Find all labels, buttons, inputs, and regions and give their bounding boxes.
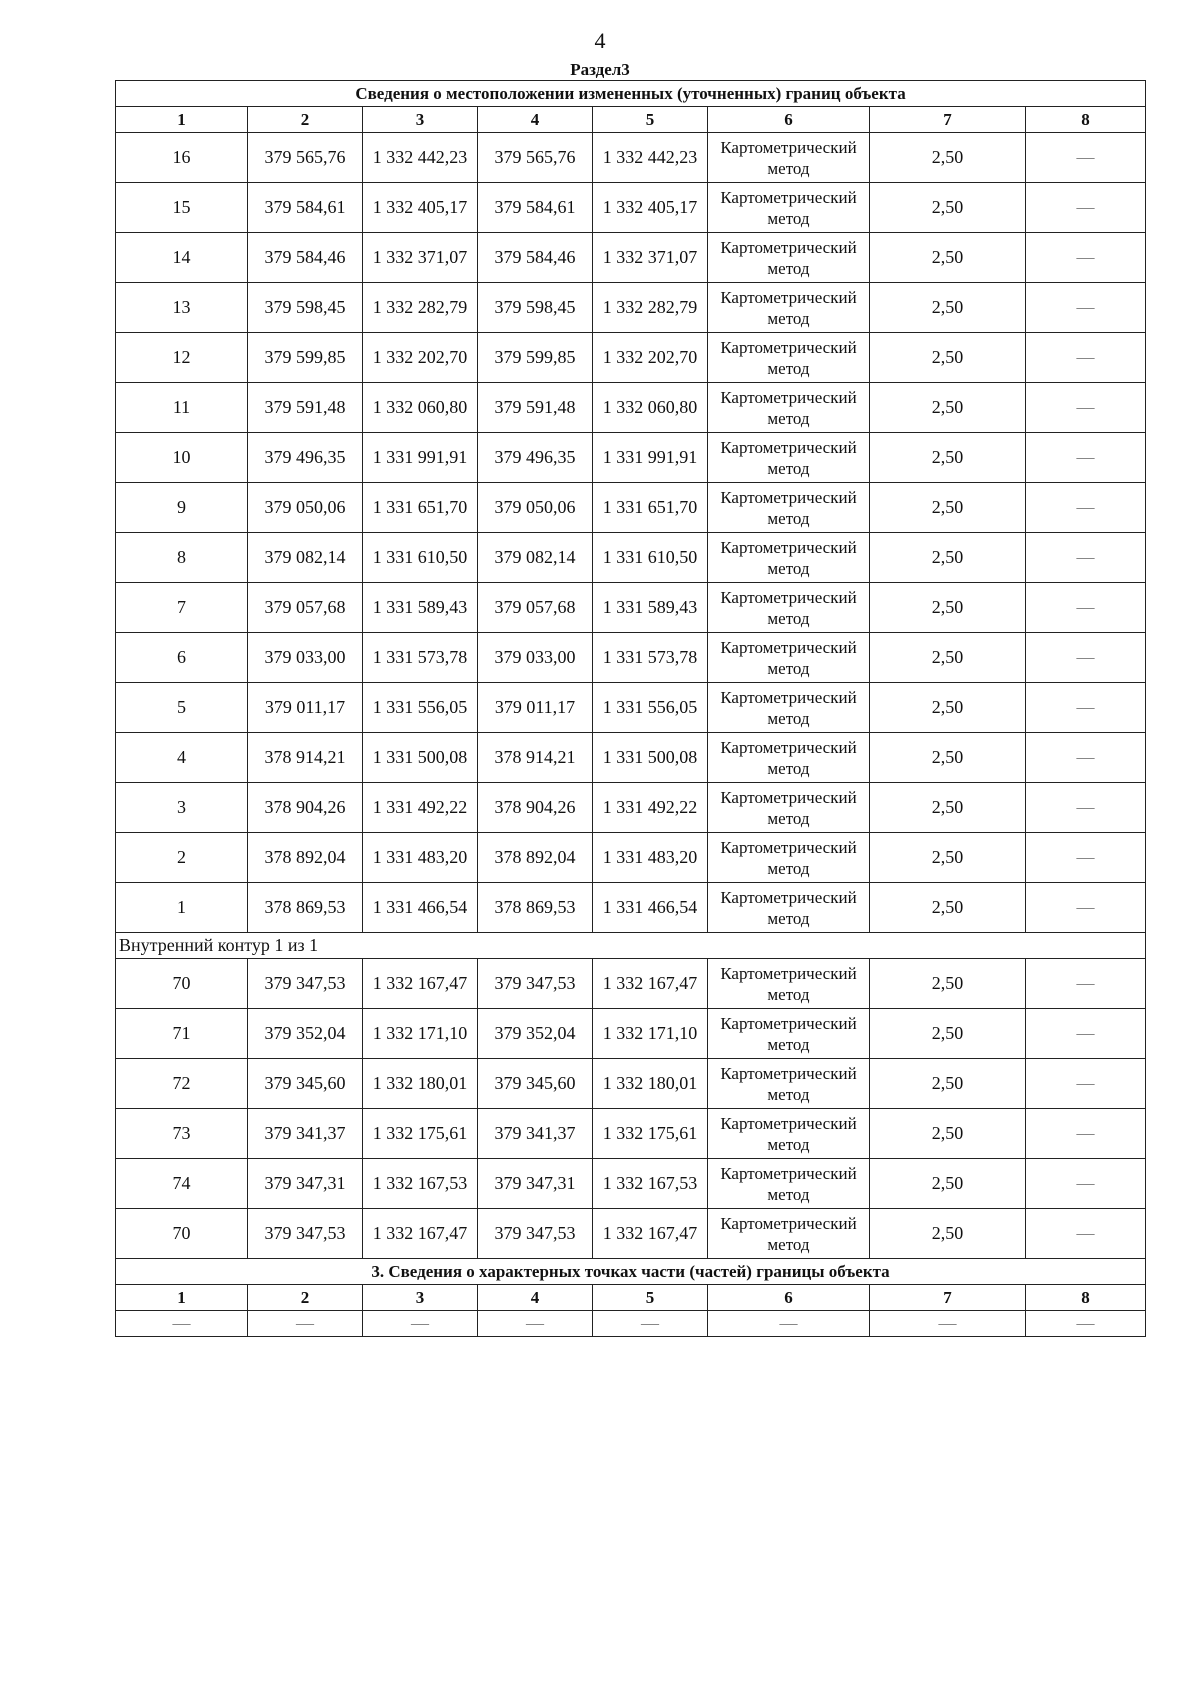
table-cell: 2,50 <box>870 433 1026 483</box>
method-cell: Картометрический метод <box>708 783 870 833</box>
table-cell: 1 <box>116 883 248 933</box>
table-row <box>116 433 1146 483</box>
table-cell: 379 341,37 <box>478 1109 593 1159</box>
table-cell: 2,50 <box>870 583 1026 633</box>
table-cell: 1 331 651,70 <box>593 483 708 533</box>
table-cell: 2,50 <box>870 733 1026 783</box>
dash-cell: — <box>1026 783 1146 833</box>
table-cell: 2,50 <box>870 333 1026 383</box>
table-row <box>116 233 1146 283</box>
method-cell: Картометрический метод <box>708 383 870 433</box>
method-cell: Картометрический метод <box>708 583 870 633</box>
table-cell: 378 869,53 <box>478 883 593 933</box>
table-cell: 379 345,60 <box>478 1059 593 1109</box>
table-cell: 7 <box>116 583 248 633</box>
page-number: 4 <box>594 28 606 53</box>
table-cell: 379 347,31 <box>248 1159 363 1209</box>
table-row <box>116 1209 1146 1259</box>
table-cell: 379 347,53 <box>478 1209 593 1259</box>
dash-cell: — <box>478 1311 593 1337</box>
table-cell: 379 033,00 <box>478 633 593 683</box>
section3-caption-row <box>116 1259 1146 1285</box>
column-header-row <box>116 107 1146 133</box>
table-cell: 379 050,06 <box>478 483 593 533</box>
method-cell: Картометрический метод <box>708 1159 870 1209</box>
table-cell: 379 011,17 <box>478 683 593 733</box>
table-row <box>116 583 1146 633</box>
table-cell: 378 869,53 <box>248 883 363 933</box>
dash-cell: — <box>1026 1159 1146 1209</box>
table-row <box>116 683 1146 733</box>
table-cell: 2,50 <box>870 1209 1026 1259</box>
table-cell: 2,50 <box>870 1009 1026 1059</box>
table-cell: 1 332 060,80 <box>363 383 478 433</box>
table-cell: 378 914,21 <box>478 733 593 783</box>
column-header: 1 <box>116 1285 248 1311</box>
table-cell: 1 332 371,07 <box>363 233 478 283</box>
table-row <box>116 183 1146 233</box>
table-cell: 4 <box>116 733 248 783</box>
dash-cell: — <box>116 1311 248 1337</box>
table-cell: 379 584,61 <box>248 183 363 233</box>
table-cell: 379 050,06 <box>248 483 363 533</box>
table-cell: 1 332 171,10 <box>593 1009 708 1059</box>
dash-cell: — <box>1026 633 1146 683</box>
table-cell: 379 496,35 <box>478 433 593 483</box>
table-row <box>116 833 1146 883</box>
table-cell: 379 341,37 <box>248 1109 363 1159</box>
dash-cell: — <box>1026 1209 1146 1259</box>
table-cell: 379 347,31 <box>478 1159 593 1209</box>
table-cell: 1 332 060,80 <box>593 383 708 433</box>
table-cell: 1 331 483,20 <box>593 833 708 883</box>
table-cell: 1 331 466,54 <box>593 883 708 933</box>
table-cell: 70 <box>116 959 248 1009</box>
dash-cell: — <box>363 1311 478 1337</box>
table-row <box>116 1109 1146 1159</box>
table-cell: 1 331 556,05 <box>593 683 708 733</box>
method-cell: Картометрический метод <box>708 633 870 683</box>
dash-cell: — <box>1026 733 1146 783</box>
table-cell: 379 565,76 <box>248 133 363 183</box>
column-header: 3 <box>363 1285 478 1311</box>
table-cell: 10 <box>116 433 248 483</box>
method-cell: Картометрический метод <box>708 833 870 883</box>
table-cell: 379 345,60 <box>248 1059 363 1109</box>
column-header: 1 <box>116 107 248 133</box>
table-row <box>116 333 1146 383</box>
table-cell: 378 892,04 <box>478 833 593 883</box>
dash-cell: — <box>1026 1059 1146 1109</box>
table-row <box>116 133 1146 183</box>
table-cell: 3 <box>116 783 248 833</box>
table-cell: 1 332 167,47 <box>363 959 478 1009</box>
table-row <box>116 1009 1146 1059</box>
table-row <box>116 783 1146 833</box>
section3-empty-row <box>116 1311 1146 1337</box>
section3-caption: 3. Сведения о характерных точках части (частей) границы объекта <box>116 1259 1146 1285</box>
table-cell: 1 332 175,61 <box>593 1109 708 1159</box>
method-cell: Картометрический метод <box>708 959 870 1009</box>
table-cell: 2,50 <box>870 483 1026 533</box>
table-row <box>116 533 1146 583</box>
table-row <box>116 483 1146 533</box>
dash-cell: — <box>1026 1109 1146 1159</box>
table-cell: 379 347,53 <box>248 1209 363 1259</box>
table-row <box>116 959 1146 1009</box>
table-cell: 379 584,61 <box>478 183 593 233</box>
table-row <box>116 633 1146 683</box>
column-header: 8 <box>1026 107 1146 133</box>
table-cell: 12 <box>116 333 248 383</box>
column-header: 4 <box>478 1285 593 1311</box>
table-cell: 2,50 <box>870 833 1026 883</box>
table-cell: 378 892,04 <box>248 833 363 883</box>
table-cell: 1 332 167,47 <box>593 959 708 1009</box>
table-cell: 1 331 610,50 <box>593 533 708 583</box>
table-cell: 2,50 <box>870 783 1026 833</box>
table-cell: 1 332 171,10 <box>363 1009 478 1059</box>
table-cell: 2,50 <box>870 883 1026 933</box>
table-cell: 1 331 500,08 <box>593 733 708 783</box>
table-cell: 1 331 573,78 <box>593 633 708 683</box>
table-row <box>116 283 1146 333</box>
table-cell: 2,50 <box>870 959 1026 1009</box>
table-cell: 1 331 610,50 <box>363 533 478 583</box>
table-cell: 379 496,35 <box>248 433 363 483</box>
table-cell: 379 599,85 <box>248 333 363 383</box>
dash-cell: — <box>1026 583 1146 633</box>
table-cell: 379 591,48 <box>478 383 593 433</box>
table-cell: 2,50 <box>870 283 1026 333</box>
table-cell: 2,50 <box>870 533 1026 583</box>
table-cell: 15 <box>116 183 248 233</box>
dash-cell: — <box>1026 533 1146 583</box>
table-caption-row <box>116 81 1146 107</box>
method-cell: Картометрический метод <box>708 1009 870 1059</box>
table-cell: 13 <box>116 283 248 333</box>
table-cell: 1 332 405,17 <box>363 183 478 233</box>
table-cell: 71 <box>116 1009 248 1059</box>
column-header: 4 <box>478 107 593 133</box>
method-cell: Картометрический метод <box>708 883 870 933</box>
table-cell: 379 347,53 <box>248 959 363 1009</box>
table-cell: 1 331 651,70 <box>363 483 478 533</box>
table-cell: 14 <box>116 233 248 283</box>
table-cell: 1 332 442,23 <box>363 133 478 183</box>
table-cell: 1 331 466,54 <box>363 883 478 933</box>
table-cell: 1 332 282,79 <box>593 283 708 333</box>
method-cell: Картометрический метод <box>708 283 870 333</box>
inner-contour-row <box>116 933 1146 959</box>
column-header: 5 <box>593 1285 708 1311</box>
table-cell: 2,50 <box>870 183 1026 233</box>
table-cell: 379 584,46 <box>248 233 363 283</box>
table-cell: 2,50 <box>870 1109 1026 1159</box>
dash-cell: — <box>1026 283 1146 333</box>
table-cell: 379 591,48 <box>248 383 363 433</box>
table-cell: 2,50 <box>870 633 1026 683</box>
method-cell: Картометрический метод <box>708 133 870 183</box>
table-cell: 8 <box>116 533 248 583</box>
table-cell: 1 331 556,05 <box>363 683 478 733</box>
dash-cell: — <box>593 1311 708 1337</box>
dash-cell: — <box>1026 183 1146 233</box>
table-cell: 1 332 282,79 <box>363 283 478 333</box>
table-cell: 2 <box>116 833 248 883</box>
table-cell: 2,50 <box>870 383 1026 433</box>
dash-cell: — <box>1026 833 1146 883</box>
table-cell: 74 <box>116 1159 248 1209</box>
table-cell: 2,50 <box>870 1059 1026 1109</box>
table-cell: 70 <box>116 1209 248 1259</box>
method-cell: Картометрический метод <box>708 1059 870 1109</box>
dash-cell: — <box>248 1311 363 1337</box>
table-cell: 11 <box>116 383 248 433</box>
dash-cell: — <box>1026 383 1146 433</box>
table-cell: 5 <box>116 683 248 733</box>
table-cell: 1 332 167,53 <box>593 1159 708 1209</box>
table-cell: 1 331 589,43 <box>363 583 478 633</box>
table-cell: 1 332 167,47 <box>363 1209 478 1259</box>
section3-column-header-row <box>116 1285 1146 1311</box>
table-cell: 1 332 180,01 <box>593 1059 708 1109</box>
dash-cell: — <box>1026 683 1146 733</box>
method-cell: Картометрический метод <box>708 183 870 233</box>
table-cell: 2,50 <box>870 683 1026 733</box>
table-cell: 1 331 492,22 <box>363 783 478 833</box>
dash-cell: — <box>1026 233 1146 283</box>
table-cell: 2,50 <box>870 133 1026 183</box>
dash-cell: — <box>1026 883 1146 933</box>
method-cell: Картометрический метод <box>708 533 870 583</box>
column-header: 7 <box>870 107 1026 133</box>
table-cell: 1 332 371,07 <box>593 233 708 283</box>
method-cell: Картометрический метод <box>708 233 870 283</box>
table-cell: 378 914,21 <box>248 733 363 783</box>
table-cell: 1 332 167,47 <box>593 1209 708 1259</box>
table-cell: 1 331 991,91 <box>593 433 708 483</box>
column-header: 7 <box>870 1285 1026 1311</box>
method-cell: Картометрический метод <box>708 483 870 533</box>
table-cell: 2,50 <box>870 233 1026 283</box>
table-cell: 9 <box>116 483 248 533</box>
table-cell: 1 331 492,22 <box>593 783 708 833</box>
table-cell: 1 332 202,70 <box>363 333 478 383</box>
table-cell: 2,50 <box>870 1159 1026 1209</box>
table-cell: 379 598,45 <box>248 283 363 333</box>
inner-contour-label: Внутренний контур 1 из 1 <box>116 933 1146 959</box>
table-cell: 379 082,14 <box>478 533 593 583</box>
column-header: 8 <box>1026 1285 1146 1311</box>
column-header: 6 <box>708 1285 870 1311</box>
table-cell: 379 033,00 <box>248 633 363 683</box>
table-cell: 1 332 405,17 <box>593 183 708 233</box>
column-header: 2 <box>248 1285 363 1311</box>
table-cell: 379 352,04 <box>478 1009 593 1059</box>
dash-cell: — <box>1026 133 1146 183</box>
table-cell: 379 584,46 <box>478 233 593 283</box>
table-cell: 379 057,68 <box>248 583 363 633</box>
table-cell: 378 904,26 <box>248 783 363 833</box>
table-cell: 1 331 483,20 <box>363 833 478 883</box>
table-cell: 16 <box>116 133 248 183</box>
dash-cell: — <box>1026 433 1146 483</box>
table-cell: 379 082,14 <box>248 533 363 583</box>
method-cell: Картометрический метод <box>708 333 870 383</box>
table-cell: 379 352,04 <box>248 1009 363 1059</box>
table-cell: 379 011,17 <box>248 683 363 733</box>
table-cell: 379 057,68 <box>478 583 593 633</box>
table-row <box>116 1059 1146 1109</box>
section-title: Раздел3 <box>570 60 630 79</box>
dash-cell: — <box>1026 483 1146 533</box>
column-header: 3 <box>363 107 478 133</box>
dash-cell: — <box>1026 1009 1146 1059</box>
dash-cell: — <box>708 1311 870 1337</box>
dash-cell: — <box>1026 333 1146 383</box>
method-cell: Картометрический метод <box>708 433 870 483</box>
table-cell: 1 332 175,61 <box>363 1109 478 1159</box>
table-row <box>116 383 1146 433</box>
method-cell: Картометрический метод <box>708 683 870 733</box>
boundary-coordinates-table <box>115 80 1146 1337</box>
table-cell: 379 565,76 <box>478 133 593 183</box>
method-cell: Картометрический метод <box>708 733 870 783</box>
table-cell: 1 331 573,78 <box>363 633 478 683</box>
table-cell: 6 <box>116 633 248 683</box>
table-cell: 73 <box>116 1109 248 1159</box>
column-header: 5 <box>593 107 708 133</box>
table-cell: 378 904,26 <box>478 783 593 833</box>
table-row <box>116 733 1146 783</box>
table-cell: 72 <box>116 1059 248 1109</box>
table-cell: 1 332 202,70 <box>593 333 708 383</box>
table-cell: 1 331 991,91 <box>363 433 478 483</box>
table-cell: 1 332 167,53 <box>363 1159 478 1209</box>
table-cell: 1 331 589,43 <box>593 583 708 633</box>
table-cell: 1 332 442,23 <box>593 133 708 183</box>
table-cell: 379 347,53 <box>478 959 593 1009</box>
table-caption: Сведения о местоположении измененных (уточненных) границ объекта <box>116 81 1146 107</box>
table-cell: 379 598,45 <box>478 283 593 333</box>
table-cell: 1 332 180,01 <box>363 1059 478 1109</box>
method-cell: Картометрический метод <box>708 1109 870 1159</box>
table-row <box>116 1159 1146 1209</box>
table-row <box>116 883 1146 933</box>
dash-cell: — <box>1026 959 1146 1009</box>
column-header: 2 <box>248 107 363 133</box>
column-header: 6 <box>708 107 870 133</box>
dash-cell: — <box>1026 1311 1146 1337</box>
dash-cell: — <box>870 1311 1026 1337</box>
table-cell: 1 331 500,08 <box>363 733 478 783</box>
table-cell: 379 599,85 <box>478 333 593 383</box>
method-cell: Картометрический метод <box>708 1209 870 1259</box>
